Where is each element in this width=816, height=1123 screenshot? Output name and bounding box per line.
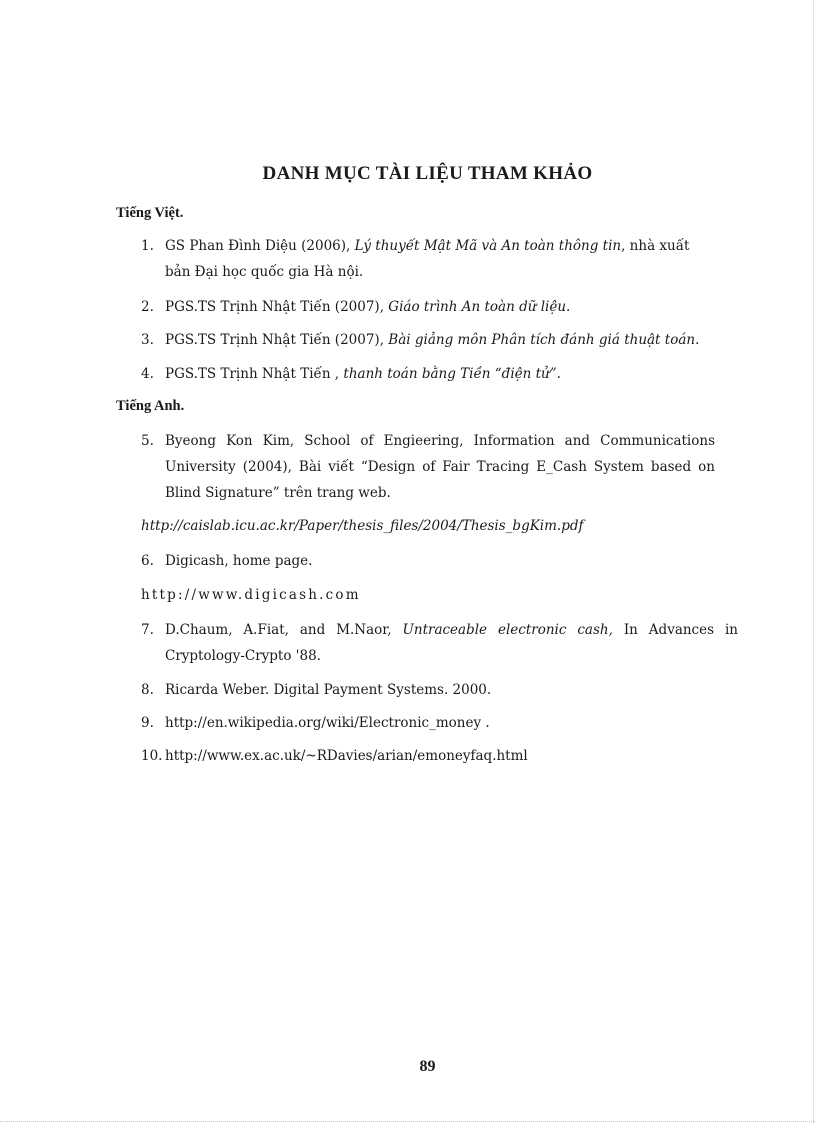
reference-text: Byeong Kon Kim, School of Engieering, Information and Communications University (2004), Bài viết “Design of Fair Tracing E_Cash System based on Blind Signature” trên trang web. [165,433,715,501]
reference-link[interactable]: http://www.ex.ac.uk/~RDavies/arian/emoneyfaq.html [165,748,528,764]
reference-url-kim-thesis[interactable]: http://caislab.icu.ac.kr/Paper/thesis_files/2004/Thesis_bgKim.pdf [141,518,584,534]
reference-title: Untraceable electronic cash, [402,622,613,638]
reference-url-digicash[interactable]: http://www.digicash.com [141,587,361,603]
reference-number: 6. [141,553,154,569]
reference-title: Giáo trình An toàn dữ liệu. [388,299,571,315]
section-heading-vietnamese: Tiếng Việt. [116,205,184,221]
reference-item-9 [141,710,741,736]
reference-text: In Advances in Cryptology-Crypto '88. [165,622,738,664]
section-heading-english: Tiếng Anh. [116,398,185,414]
reference-item-3 [141,327,741,353]
reference-number: 1. [141,238,154,254]
reference-item-7 [141,617,741,669]
reference-number: 10. [141,748,163,764]
reference-item-5 [141,428,741,506]
reference-item-4 [141,361,741,387]
reference-text: PGS.TS Trịnh Nhật Tiến , [165,366,344,382]
reference-text: D.Chaum, A.Fiat, and M.Naor, [165,622,403,638]
reference-item-10 [141,743,741,769]
reference-number: 3. [141,332,154,348]
reference-text: Ricarda Weber. Digital Payment Systems. 2000. [165,682,492,698]
reference-number: 8. [141,682,154,698]
reference-item-1 [141,233,741,285]
reference-title: Bài giảng môn Phân tích đánh giá thuật toán. [388,332,700,348]
reference-number: 4. [141,366,154,382]
reference-item-8 [141,677,741,703]
reference-text: PGS.TS Trịnh Nhật Tiến (2007), [165,332,389,348]
reference-text: , nhà xuất bản Đại học quốc gia Hà nội. [165,238,690,280]
reference-link[interactable]: http://en.wikipedia.org/wiki/Electronic_money . [165,715,490,731]
reference-text: Digicash, home page. [165,553,313,569]
reference-number: 5. [141,433,154,449]
page-title: DANH MỤC TÀI LIỆU THAM KHẢO [262,163,593,184]
reference-item-6 [141,548,741,574]
reference-text: GS Phan Đình Diệu (2006), [165,238,355,254]
reference-title: Lý thuyết Mật Mã và An toàn thông tin [354,238,622,254]
page-number: 89 [419,1058,436,1075]
reference-text: PGS.TS Trịnh Nhật Tiến (2007), [165,299,389,315]
reference-number: 9. [141,715,154,731]
reference-number: 2. [141,299,154,315]
reference-item-2 [141,294,741,320]
reference-number: 7. [141,622,154,638]
reference-title: thanh toán bằng Tiền “điện tử”. [343,366,561,382]
